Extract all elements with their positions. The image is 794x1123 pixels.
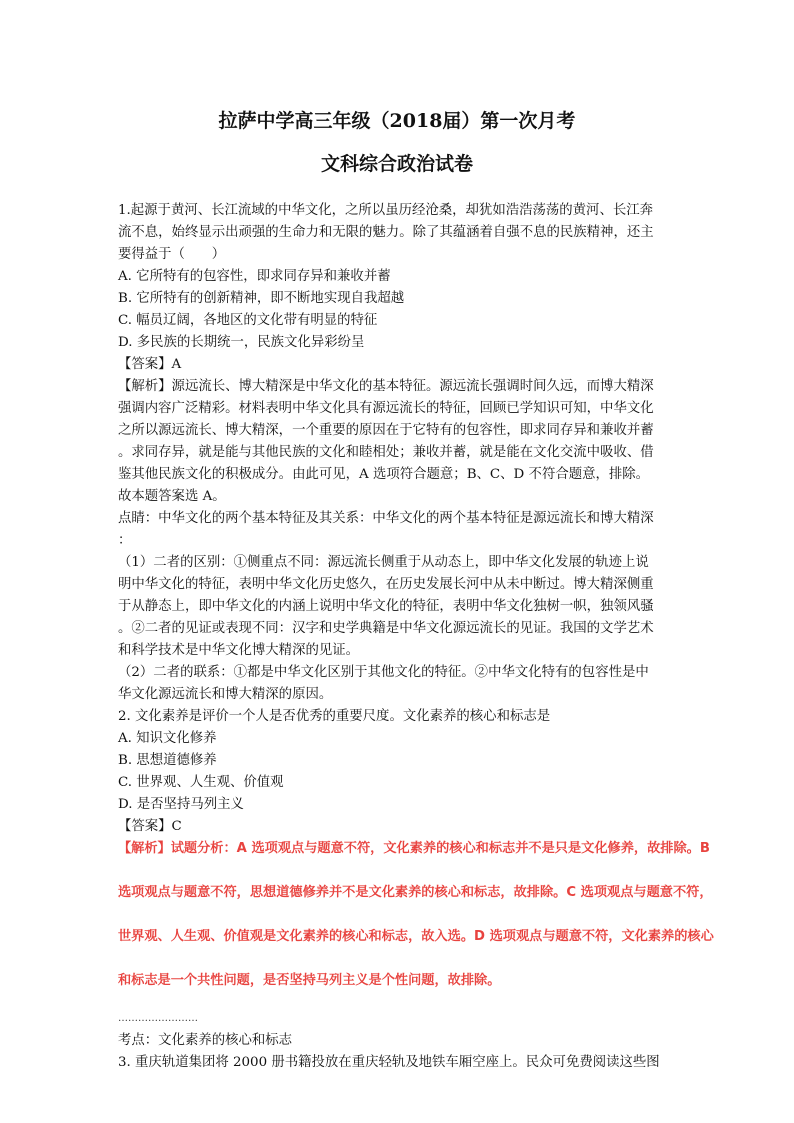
- q2-analysis: [118, 838, 714, 1014]
- q2-option-c: C. 世界观、人生观、价值观: [118, 775, 284, 790]
- q1-analysis-line: 鉴其他民族文化的积极成分。由此可见，A 选项符合题意；B、C、D 不符合题意，排除。: [118, 467, 650, 482]
- q1-analysis-line: 强调内容广泛精彩。材料表明中华文化具有源远流长的特征，回顾已学知识可知，中华文化: [118, 401, 654, 416]
- q3-stem: 3. 重庆轨道集团将 2000 册书籍投放在重庆轻轨及地铁车厢空座上。民众可免费阅读这些图: [118, 1055, 660, 1070]
- q1-points-line: 华文化源远流长和博大精深的原因。: [118, 687, 333, 702]
- q2-option-a: A. 知识文化修养: [118, 731, 217, 746]
- q1-stem-line: 流不息，始终显示出顽强的生命力和无限的魅力。除了其蕴涵着自强不息的民族精神，还主: [118, 225, 654, 240]
- q2-analysis-line: 【解析】试题分析：A 选项观点与题意不符，文化素养的核心和标志并不是只是文化修养，故排除。B: [118, 841, 710, 856]
- q2-analysis-line: 世界观、人生观、价值观是文化素养的核心和标志，故入选。D 选项观点与题意不符，文化素养的核心: [118, 929, 714, 944]
- q2-stem: 2. 文化素养是评价一个人是否优秀的重要尺度。文化素养的核心和标志是: [118, 709, 551, 724]
- q1-option-a: A. 它所特有的包容性，即求同存异和兼收并蓄: [118, 269, 391, 284]
- dotted-separator: ……………………: [118, 1013, 198, 1024]
- q1-points-line: 于从静态上，即中华文化的内涵上说明中华文化的特征，表明中华文化独树一帜，独领风骚: [118, 599, 654, 614]
- q1-analysis-line: 。求同存异，就是能与其他民族的文化和睦相处；兼收并蓄，就是能在文化交流中吸收、借: [118, 445, 654, 460]
- exam-subtitle: 文科综合政治试卷: [320, 153, 473, 175]
- q1-option-b: B. 它所特有的创新精神，即不断地实现自我超越: [118, 291, 405, 306]
- q2-option-d: D. 是否坚持马列主义: [118, 797, 244, 812]
- q1-points-line: 。②二者的见证或表现不同：汉字和史学典籍是中华文化源远流长的见证。我国的文学艺术: [118, 621, 654, 636]
- q2-analysis-line: 和标志是一个共性问题，是否坚持马列主义是个性问题，故排除。: [118, 973, 501, 988]
- q1-stem-line: 1.起源于黄河、长江流域的中华文化，之所以虽历经沧桑，却犹如浩浩荡荡的黄河、长江奔: [118, 203, 654, 218]
- q1-points-line: 和科学技术是中华文化博大精深的见证。: [118, 643, 360, 658]
- q1-option-d: D. 多民族的长期统一，民族文化异彩纷呈: [118, 335, 365, 350]
- exam-content: [118, 200, 714, 1074]
- q1-stem-line: 要得益于（ ）: [118, 247, 226, 262]
- q2-answer: 【答案】C: [118, 819, 182, 834]
- q2-analysis-line: 选项观点与题意不符，思想道德修养并不是文化素养的核心和标志，故排除。C 选项观点与题意不符，: [118, 885, 713, 900]
- q1-points-line: 明中华文化的特征，表明中华文化历史悠久，在历史发展长河中从未中断过。博大精深侧重: [118, 577, 654, 592]
- question-1: [118, 200, 683, 706]
- q1-points-line: （2）二者的联系：①都是中华文化区别于其他文化的特征。②中华文化特有的包容性是中: [118, 665, 649, 680]
- question-3: [118, 1052, 683, 1074]
- q1-analysis-line: 故本题答案选 A。: [118, 489, 226, 504]
- q1-points-line: 点睛：中华文化的两个基本特征及其关系：中华文化的两个基本特征是源远流长和博大精深: [118, 511, 654, 526]
- q1-option-c: C. 幅员辽阔，各地区的文化带有明显的特征: [118, 313, 378, 328]
- q2-kaodian: 考点：文化素养的核心和标志: [118, 1033, 293, 1048]
- q1-analysis-line: 【解析】源远流长、博大精深是中华文化的基本特征。源远流长强调时间久远，而博大精深: [118, 379, 654, 394]
- q1-analysis-line: 之所以源远流长、博大精深，一个重要的原因在于它特有的包容性，即求同存异和兼收并蓄: [118, 423, 654, 438]
- question-2: [118, 706, 714, 1052]
- q2-option-b: B. 思想道德修养: [118, 753, 217, 768]
- q1-answer: 【答案】A: [118, 357, 182, 372]
- q1-points-line: ：: [118, 533, 132, 548]
- exam-title: 拉萨中学高三年级（2018届）第一次月考: [218, 110, 576, 132]
- q1-points-line: （1）二者的区别：①侧重点不同：源远流长侧重于从动态上，即中华文化发展的轨迹上说: [118, 555, 649, 570]
